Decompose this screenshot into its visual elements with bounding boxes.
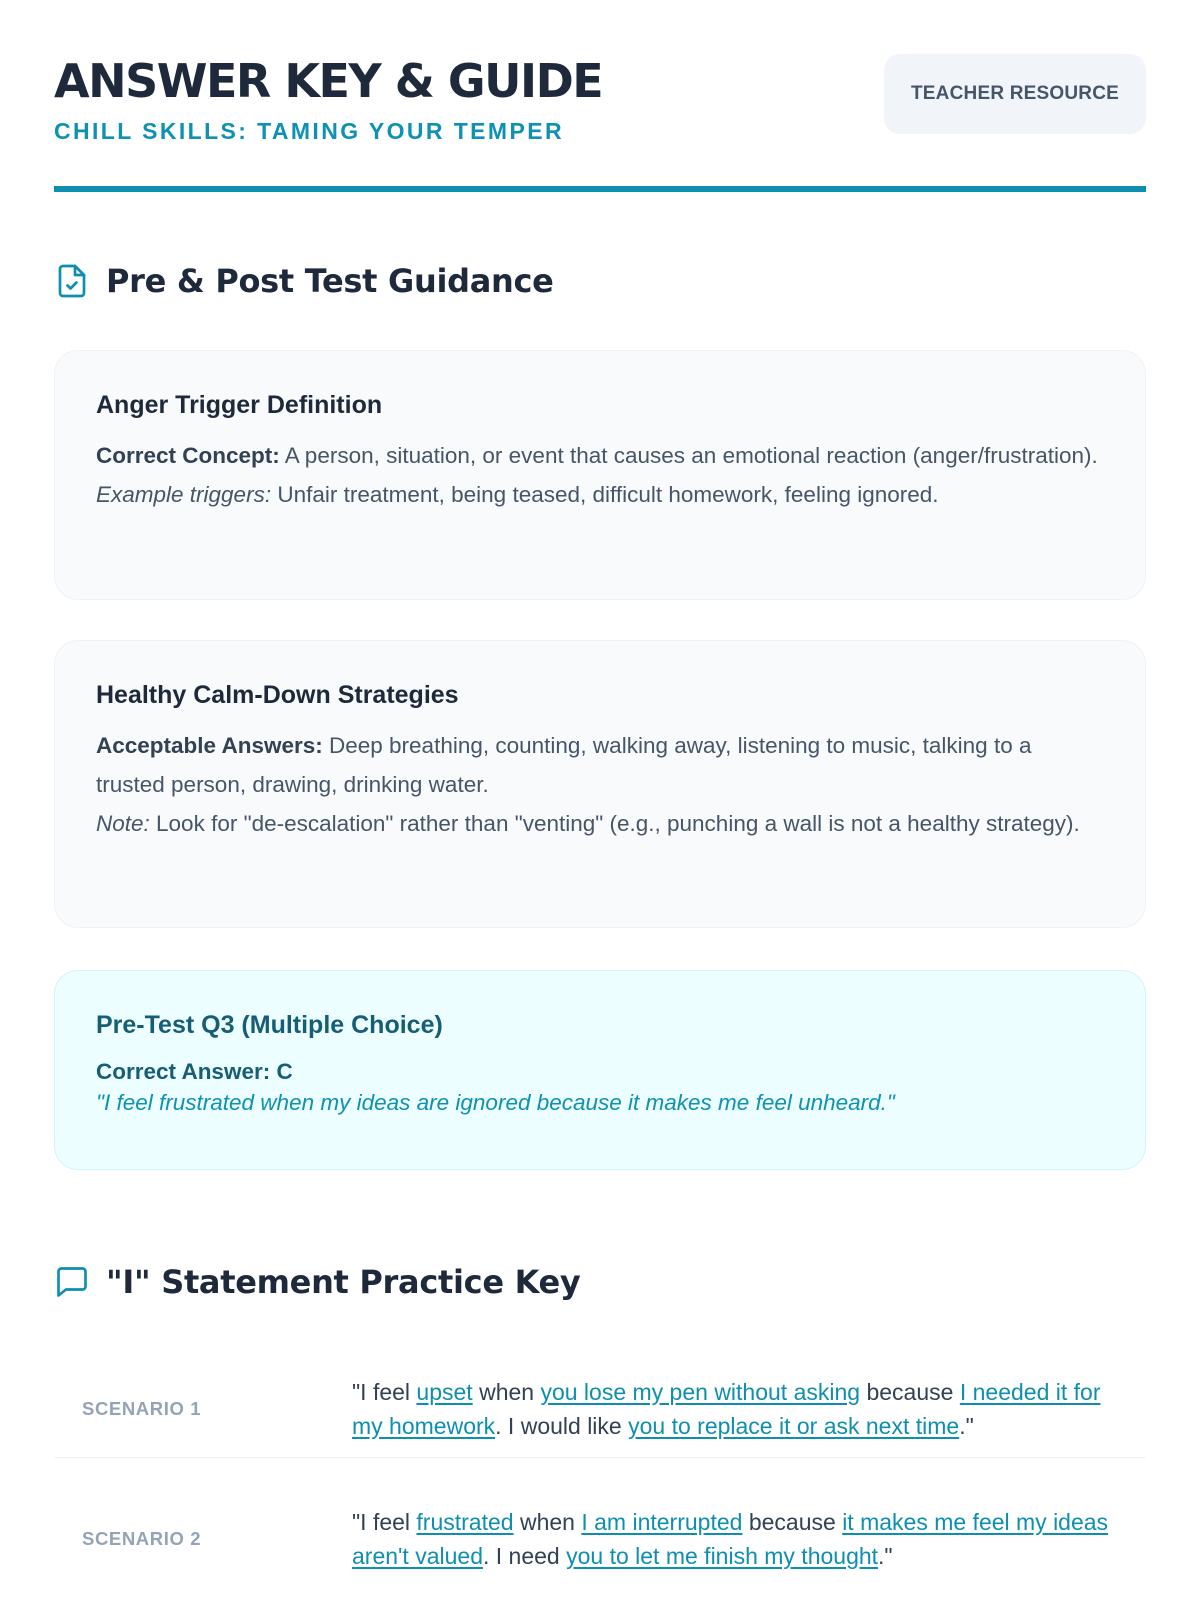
- card-body: [96, 726, 1104, 843]
- statement-fill: frustrated: [416, 1509, 514, 1535]
- statement-text: when: [472, 1378, 541, 1405]
- statement-text: . I would like: [495, 1412, 629, 1439]
- answers-label: Acceptable Answers:: [96, 733, 323, 758]
- trigger-definition-card: [54, 350, 1146, 600]
- statement-text: .": [959, 1412, 974, 1439]
- answers-text: Deep breathing, counting, walking away, listening to music, talking to a trusted person, drawing, drinking water.: [96, 733, 1032, 797]
- statement-fill: I am interrupted: [581, 1509, 743, 1535]
- scenario-statement: [352, 1505, 1146, 1573]
- section-heading-test-guidance: [54, 262, 554, 300]
- section-heading-i-statement: [54, 1263, 580, 1301]
- section-title: "I" Statement Practice Key: [106, 1263, 581, 1301]
- section-title: Pre & Post Test Guidance: [106, 262, 554, 300]
- note-text: Look for "de-escalation" rather than "venting" (e.g., punching a wall is not a healthy strategy).: [149, 811, 1080, 836]
- statement-text: because: [742, 1509, 843, 1535]
- chat-bubble-icon: [54, 1264, 90, 1300]
- scenario-label: SCENARIO 2: [82, 1528, 202, 1549]
- statement-fill: you to let me finish my thought: [566, 1543, 879, 1569]
- statement-fill: you lose my pen without asking: [540, 1378, 861, 1405]
- statement-fill: I needed it for my homework: [352, 1378, 1101, 1439]
- statement-fill: you to replace it or ask next time: [628, 1412, 960, 1439]
- statement-fill: upset: [416, 1378, 473, 1405]
- statement-text: "I feel: [352, 1378, 417, 1405]
- scenario-statement: [352, 1375, 1146, 1443]
- statement-text: . I need: [482, 1543, 567, 1569]
- scenario-label: SCENARIO 1: [82, 1397, 202, 1419]
- statement-fill: it makes me feel my ideas aren't valued: [352, 1509, 1109, 1569]
- calm-down-strategies-card: [54, 640, 1146, 928]
- teacher-resource-badge: TEACHER RESOURCE: [884, 54, 1146, 134]
- card-body: [96, 436, 1104, 514]
- card-title: Healthy Calm-Down Strategies: [96, 681, 459, 709]
- page-title: ANSWER KEY & GUIDE: [54, 54, 603, 108]
- statement-text: because: [860, 1378, 960, 1405]
- table-row: [54, 1490, 1146, 1588]
- table-row: [54, 1360, 1146, 1458]
- concept-label: Correct Concept:: [96, 443, 280, 468]
- page-header: [54, 0, 1146, 195]
- card-title: Pre-Test Q3 (Multiple Choice): [96, 1011, 443, 1039]
- header-divider: [54, 186, 1146, 192]
- statement-text: "I feel: [352, 1509, 417, 1535]
- card-title: Anger Trigger Definition: [96, 391, 383, 419]
- file-check-icon: [54, 263, 90, 299]
- example-label: Example triggers:: [96, 482, 272, 507]
- concept-text: A person, situation, or event that causes an emotional reaction (anger/frustration).: [279, 443, 1098, 468]
- pretest-q3-card: [54, 970, 1146, 1170]
- page-subtitle: CHILL SKILLS: TAMING YOUR TEMPER: [54, 118, 564, 144]
- note-label: Note:: [96, 811, 150, 836]
- statement-text: when: [513, 1509, 582, 1535]
- example-text: Unfair treatment, being teased, difficult homework, feeling ignored.: [271, 482, 939, 507]
- answer-quote: "I feel frustrated when my ideas are ignored because it makes me feel unheard.": [96, 1090, 895, 1115]
- correct-answer: Correct Answer: C: [96, 1059, 293, 1084]
- statement-text: .": [878, 1543, 893, 1569]
